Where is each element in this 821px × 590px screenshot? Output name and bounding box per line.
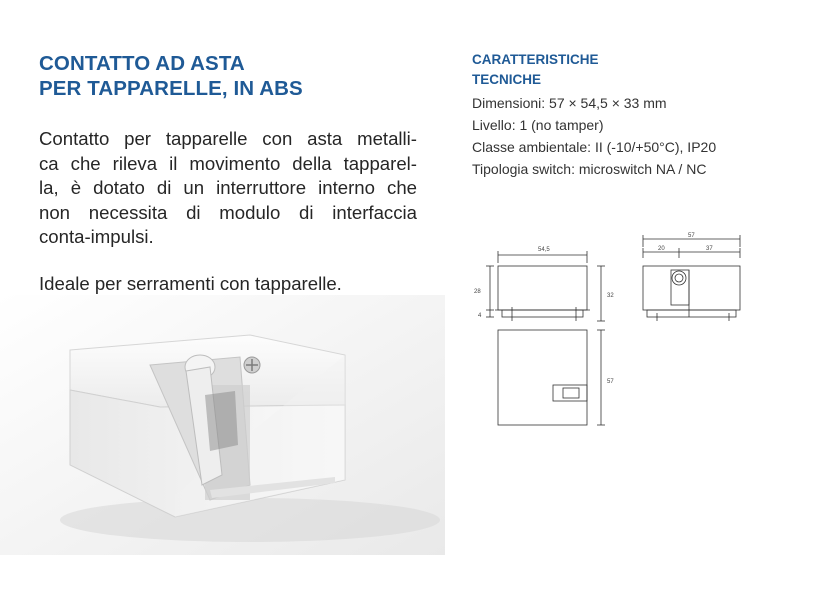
dim-right-segment: 37 <box>706 246 713 252</box>
description-line: non necessita di modulo di interfaccia <box>39 201 417 223</box>
dim-top-depth: 57 <box>607 379 614 385</box>
specs-heading <box>472 50 599 90</box>
usage-note: Ideale per serramenti con tapparelle. <box>39 273 342 294</box>
dim-front-base: 4 <box>478 313 482 319</box>
technical-drawing <box>460 225 760 435</box>
product-description <box>39 127 417 250</box>
dim-total-width: 57 <box>688 233 695 239</box>
specs-heading-line-2: TECNICHE <box>472 72 542 87</box>
description-line: la, è dotato di un interruttore interno che <box>39 177 417 198</box>
description-line: conta-impulsi. <box>39 226 154 247</box>
front-view-body <box>498 266 587 310</box>
product-title-line-2: PER TAPPARELLE, IN ABS <box>39 77 303 100</box>
spec-dimensions: Dimensioni: 57 × 54,5 × 33 mm <box>472 95 667 111</box>
product-photo <box>0 295 445 555</box>
spec-environment-class: Classe ambientale: II (-10/+50°C), IP20 <box>472 139 717 155</box>
product-title <box>39 51 439 101</box>
product-title-line-1: CONTATTO AD ASTA <box>39 52 245 75</box>
spec-switch-type: Tipologia switch: microswitch NA / NC <box>472 161 707 177</box>
dim-side-height: 32 <box>607 293 614 299</box>
dim-front-width: 54,5 <box>538 247 550 253</box>
description-line: Contatto per tapparelle con asta metalli- <box>39 128 417 149</box>
dim-left-segment: 20 <box>658 246 665 252</box>
description-line: ca che rileva il movimento della tapparel- <box>39 152 417 174</box>
dim-front-height: 28 <box>474 289 481 295</box>
specs-heading-line-1: CARATTERISTICHE <box>472 52 599 67</box>
specs-list <box>472 92 792 180</box>
spec-level: Livello: 1 (no tamper) <box>472 117 604 133</box>
